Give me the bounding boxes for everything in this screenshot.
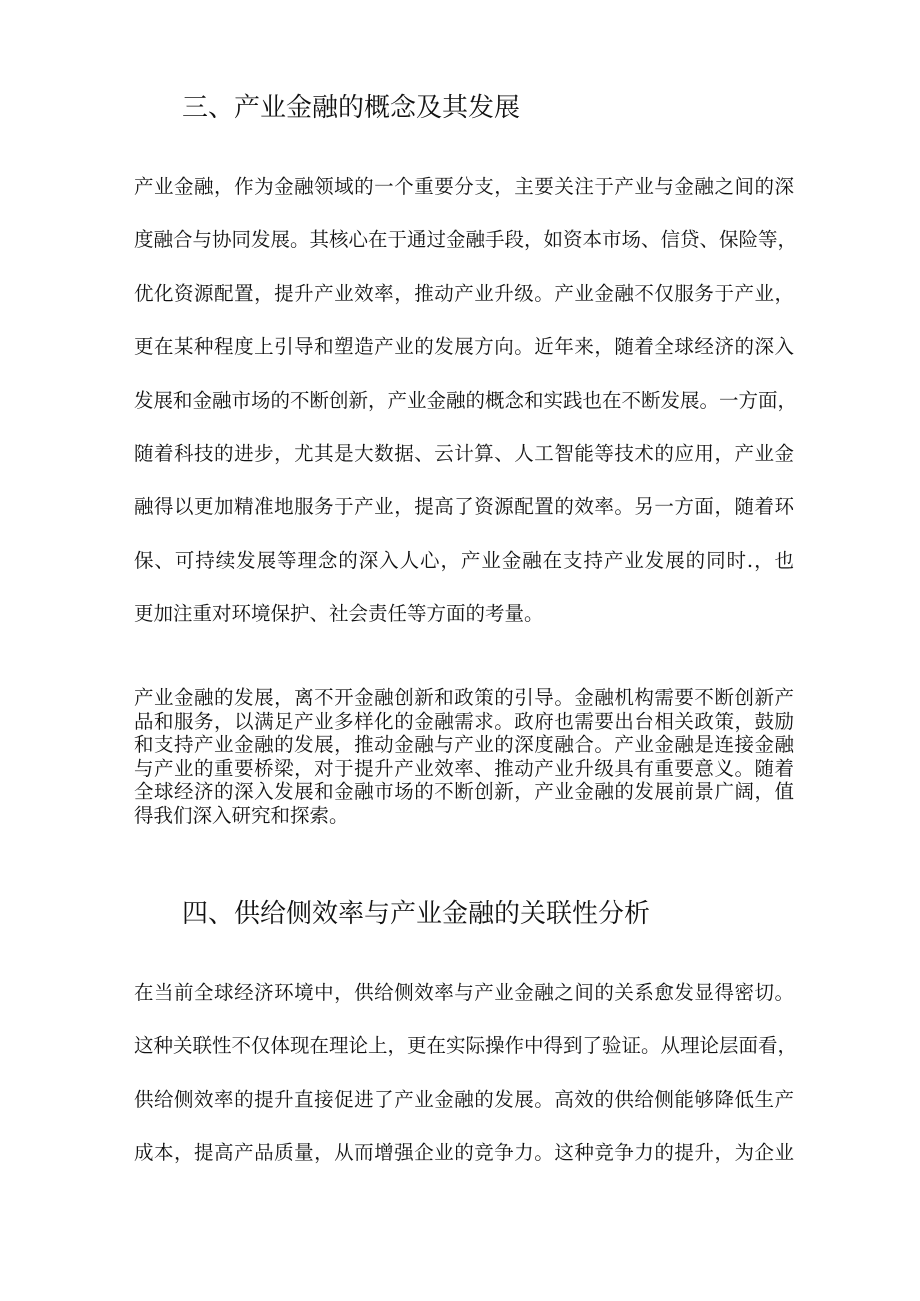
paragraph-line: 成本，提高产品质量，从而增强企业的竞争力。这种竞争力的提升，为企业	[134, 1141, 794, 1165]
paragraph-line: 品和服务，以满足产业多样化的金融需求。政府也需要出台相关政策，鼓励	[134, 709, 794, 733]
paragraph-line: 随着科技的进步，尤其是大数据、云计算、人工智能等技术的应用，产业金	[134, 441, 794, 465]
paragraph-line: 与产业的重要桥梁，对于提升产业效率、推动产业升级具有重要意义。随着	[134, 756, 794, 780]
paragraph-line: 保、可持续发展等理念的深入人心，产业金融在支持产业发展的同时.，也	[134, 548, 794, 572]
paragraph-line: 更在某种程度上引导和塑造产业的发展方向。近年来，随着全球经济的深入	[134, 335, 794, 359]
paragraph-line: 这种关联性不仅体现在理论上，更在实际操作中得到了验证。从理论层面看，	[134, 1034, 798, 1058]
paragraph-line: 产业金融，作为金融领域的一个重要分支，主要关注于产业与金融之间的深	[134, 175, 794, 198]
section-heading-4: 四、供给侧效率与产业金融的关联性分析	[182, 899, 651, 929]
paragraph-line: 全球经济的深入发展和金融市场的不断创新，产业金融的发展前景广阔，值	[134, 780, 794, 804]
section-heading-3: 三、产业金融的概念及其发展	[182, 93, 521, 123]
paragraph-line: 发展和金融市场的不断创新，产业金融的概念和实践也在不断发展。一方面，	[134, 388, 798, 412]
paragraph-line: 更加注重对环境保护、社会责任等方面的考量。	[134, 602, 544, 626]
paragraph-line: 和支持产业金融的发展，推动金融与产业的深度融合。产业金融是连接金融	[134, 733, 794, 757]
section3-paragraph-1	[134, 160, 798, 641]
paragraph-line: 在当前全球经济环境中，供给侧效率与产业金融之间的关系愈发显得密切。	[134, 981, 794, 1004]
paragraph-line: 度融合与协同发展。其核心在于通过金融手段，如资本市场、信贷、保险等，	[134, 228, 798, 252]
section3-paragraph-2	[134, 686, 794, 828]
paragraph-line: 供给侧效率的提升直接促进了产业金融的发展。高效的供给侧能够降低生产	[134, 1087, 794, 1111]
paragraph-line: 得我们深入研究和探索。	[134, 803, 349, 827]
paragraph-line: 优化资源配置，提升产业效率，推动产业升级。产业金融不仅服务于产业，	[134, 281, 794, 305]
paragraph-line: 产业金融的发展，离不开金融创新和政策的引导。金融机构需要不断创新产	[134, 686, 794, 709]
section4-paragraph-1	[134, 966, 798, 1180]
paragraph-line: 融得以更加精准地服务于产业，提高了资源配置的效率。另一方面，随着环	[134, 495, 794, 519]
